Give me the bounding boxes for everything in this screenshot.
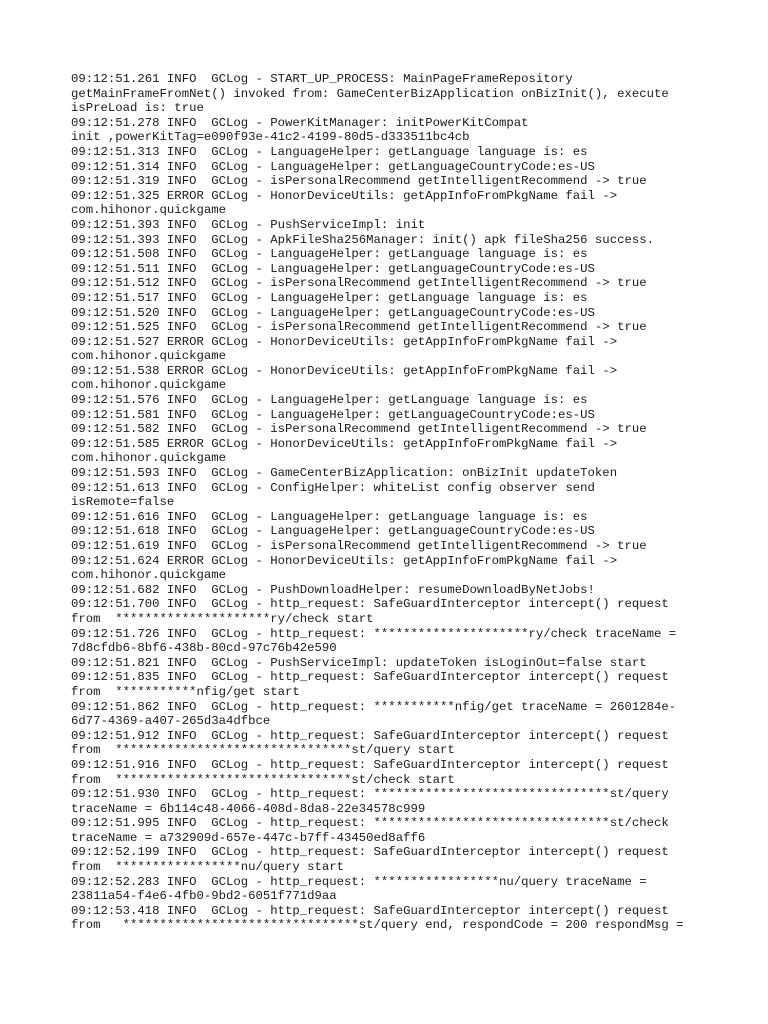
log-line: 09:12:51.593 INFO GCLog - GameCenterBizApplication: onBizInit updateToken xyxy=(71,466,618,481)
log-line: 09:12:51.325 ERROR GCLog - HonorDeviceUtils: getAppInfoFromPkgName fail -> xyxy=(71,188,618,203)
log-line: 09:12:52.199 INFO GCLog - http_request: SafeGuardInterceptor intercept() request xyxy=(71,845,669,860)
log-line: 09:12:51.527 ERROR GCLog - HonorDeviceUtils: getAppInfoFromPkgName fail -> xyxy=(71,334,618,349)
log-line: getMainFrameFromNet() invoked from: GameCenterBizApplication onBizInit(), execute xyxy=(71,86,669,101)
log-line: traceName = a732909d-657e-447c-b7ff-43450ed8aff6 xyxy=(71,830,426,845)
log-line: 09:12:51.682 INFO GCLog - PushDownloadHelper: resumeDownloadByNetJobs! xyxy=(71,582,595,597)
log-line: com.hihonor.quickgame xyxy=(71,349,226,364)
log-line: 09:12:51.581 INFO GCLog - LanguageHelper: getLanguageCountryCode:es-US xyxy=(71,407,595,422)
log-line: from ***********nfig/get start xyxy=(71,684,300,699)
log-line: com.hihonor.quickgame xyxy=(71,203,226,218)
log-line: 09:12:51.261 INFO GCLog - START_UP_PROCESS: MainPageFrameRepository xyxy=(71,72,573,86)
log-line: from ********************************st/check start xyxy=(71,772,455,787)
log-line: 09:12:51.624 ERROR GCLog - HonorDeviceUtils: getAppInfoFromPkgName fail -> xyxy=(71,553,618,568)
log-line: 09:12:51.821 INFO GCLog - PushServiceImpl: updateToken isLoginOut=false start xyxy=(71,655,647,670)
log-line: 09:12:51.393 INFO GCLog - ApkFileSha256Manager: init() apk fileSha256 success. xyxy=(71,232,654,247)
log-line: 09:12:51.585 ERROR GCLog - HonorDeviceUtils: getAppInfoFromPkgName fail -> xyxy=(71,436,618,451)
log-line: 6d77-4369-a407-265d3a4dfbce xyxy=(71,714,271,729)
log-line: com.hihonor.quickgame xyxy=(71,451,226,466)
log-line: 09:12:51.393 INFO GCLog - PushServiceImpl: init xyxy=(71,217,426,232)
log-line: isRemote=false xyxy=(71,495,175,510)
log-line: 09:12:51.619 INFO GCLog - isPersonalRecommend getIntelligentRecommend -> true xyxy=(71,539,647,553)
log-line: 09:12:51.613 INFO GCLog - ConfigHelper: whiteList config observer send xyxy=(71,480,595,495)
log-line: isPreLoad is: true xyxy=(71,101,204,116)
log-line: 09:12:51.278 INFO GCLog - PowerKitManager: initPowerKitCompat xyxy=(71,115,529,130)
log-line: traceName = 6b114c48-4066-408d-8da8-22e34578c999 xyxy=(71,801,426,816)
log-line: com.hihonor.quickgame xyxy=(71,378,226,393)
log-line: com.hihonor.quickgame xyxy=(71,568,226,583)
log-line: 09:12:51.313 INFO GCLog - LanguageHelper: getLanguage language is: es xyxy=(71,144,588,159)
log-line: 09:12:51.862 INFO GCLog - http_request: ***********nfig/get traceName = 2601284e- xyxy=(71,699,677,714)
log-line: from ********************************st/query end, respondCode = 200 respondMsg = xyxy=(71,918,684,933)
log-line: 09:12:51.995 INFO GCLog - http_request: ********************************st/check xyxy=(71,816,669,831)
log-line: 09:12:51.517 INFO GCLog - LanguageHelper: getLanguage language is: es xyxy=(71,290,588,305)
log-line: 09:12:51.835 INFO GCLog - http_request: SafeGuardInterceptor intercept() request xyxy=(71,670,669,685)
log-text xyxy=(71,72,731,933)
log-line: 09:12:51.916 INFO GCLog - http_request: SafeGuardInterceptor intercept() request xyxy=(71,757,669,772)
log-line: 09:12:51.700 INFO GCLog - http_request: SafeGuardInterceptor intercept() request xyxy=(71,597,669,612)
log-line: 09:12:51.525 INFO GCLog - isPersonalRecommend getIntelligentRecommend -> true xyxy=(71,320,647,335)
log-line: 09:12:51.930 INFO GCLog - http_request: ********************************st/query xyxy=(71,787,669,802)
log-line: init ,powerKitTag=e090f93e-41c2-4199-80d5-d333511bc4cb xyxy=(71,130,470,145)
log-line: 09:12:51.314 INFO GCLog - LanguageHelper: getLanguageCountryCode:es-US xyxy=(71,159,595,174)
log-line: 09:12:51.618 INFO GCLog - LanguageHelper: getLanguageCountryCode:es-US xyxy=(71,524,595,539)
log-line: 09:12:53.418 INFO GCLog - http_request: SafeGuardInterceptor intercept() request xyxy=(71,903,669,918)
log-line: 09:12:51.512 INFO GCLog - isPersonalRecommend getIntelligentRecommend -> true xyxy=(71,276,647,291)
log-line: 09:12:51.912 INFO GCLog - http_request: SafeGuardInterceptor intercept() request xyxy=(71,728,669,743)
log-line: from *****************nu/query start xyxy=(71,860,345,875)
log-line: 09:12:51.508 INFO GCLog - LanguageHelper: getLanguage language is: es xyxy=(71,247,588,262)
log-line: 09:12:51.538 ERROR GCLog - HonorDeviceUtils: getAppInfoFromPkgName fail -> xyxy=(71,363,618,378)
log-line: 09:12:51.576 INFO GCLog - LanguageHelper: getLanguage language is: es xyxy=(71,393,588,408)
log-line: 7d8cfdb6-8bf6-438b-80cd-97c76b42e590 xyxy=(71,641,337,656)
log-line: 09:12:51.511 INFO GCLog - LanguageHelper: getLanguageCountryCode:es-US xyxy=(71,261,595,276)
log-line: from *********************ry/check start xyxy=(71,611,374,626)
log-line: 23811a54-f4e6-4fb0-9bd2-6051f771d9aa xyxy=(71,889,337,904)
log-line: 09:12:51.319 INFO GCLog - isPersonalRecommend getIntelligentRecommend -> true xyxy=(71,174,647,189)
log-line: 09:12:51.582 INFO GCLog - isPersonalRecommend getIntelligentRecommend -> true xyxy=(71,422,647,437)
document-page xyxy=(71,72,731,933)
log-line: 09:12:51.726 INFO GCLog - http_request: *********************ry/check traceName = xyxy=(71,626,677,641)
log-line: 09:12:51.616 INFO GCLog - LanguageHelper: getLanguage language is: es xyxy=(71,509,588,524)
log-line: 09:12:51.520 INFO GCLog - LanguageHelper: getLanguageCountryCode:es-US xyxy=(71,305,595,320)
log-line: from ********************************st/query start xyxy=(71,743,455,758)
log-line: 09:12:52.283 INFO GCLog - http_request: *****************nu/query traceName = xyxy=(71,874,647,889)
